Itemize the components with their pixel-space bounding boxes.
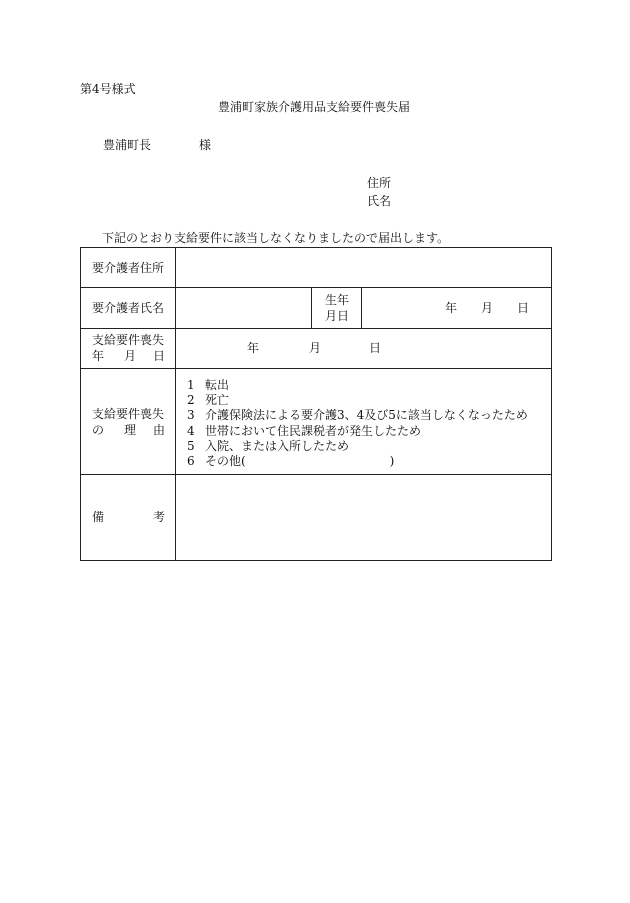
reason-item[interactable] (187, 393, 528, 408)
reason-number: 2 (187, 393, 195, 408)
loss-date-label-year: 年 (92, 349, 105, 363)
birthdate-label-line2: 月日 (325, 309, 350, 323)
document-title: 豊浦町家族介護用品支給要件喪失届 (218, 100, 411, 114)
remarks-field[interactable] (181, 480, 551, 556)
applicant-name-label: 氏名 (367, 194, 392, 208)
care-recipient-address-label: 要介護者住所 (92, 261, 165, 275)
reason-item[interactable] (187, 439, 528, 454)
reason-text: 世帯において住民課税者が発生したため (205, 423, 422, 438)
reason-label-ri: 理 (124, 423, 137, 437)
loss-date-label-day: 日 (153, 349, 166, 363)
care-recipient-name-label: 要介護者氏名 (92, 301, 165, 315)
reason-item[interactable] (187, 378, 528, 393)
column-divider (361, 287, 362, 328)
birth-year-unit: 年 (445, 301, 458, 315)
reason-text: 入院、または入所したため (205, 438, 350, 453)
form-number: 第4号様式 (80, 82, 136, 96)
reason-text: 介護保険法による要介護3、4及び5に該当しなくなったため (205, 408, 528, 423)
reason-item[interactable] (187, 424, 528, 439)
applicant-address-label: 住所 (367, 176, 392, 190)
reason-number: 3 (187, 408, 195, 423)
row-divider (81, 474, 551, 475)
loss-day-unit: 日 (369, 341, 382, 355)
remarks-label-char1: 備 (92, 510, 105, 524)
loss-year-unit: 年 (247, 341, 260, 355)
reason-number: 4 (187, 423, 195, 438)
reason-item[interactable] (187, 454, 528, 469)
form-table (80, 247, 552, 561)
reason-text: 転出 (205, 378, 230, 392)
remarks-label-char2: 考 (153, 510, 166, 524)
reason-number: 1 (187, 378, 195, 392)
row-divider (81, 328, 551, 329)
reason-list (187, 378, 528, 469)
addressee-honorific: 様 (199, 138, 212, 152)
reason-text: その他( ) (205, 454, 395, 469)
birth-month-unit: 月 (481, 301, 494, 315)
reason-number: 5 (187, 438, 195, 453)
reason-label-no: の (92, 423, 105, 437)
column-divider (311, 287, 312, 328)
care-recipient-name-field[interactable] (181, 292, 307, 324)
loss-month-unit: 月 (309, 341, 322, 355)
row-divider (81, 368, 551, 369)
reason-item[interactable] (187, 408, 528, 423)
addressee-name: 豊浦町長 (103, 138, 152, 152)
reason-label-line1: 支給要件喪失 (92, 407, 165, 421)
care-recipient-address-field[interactable] (181, 252, 551, 284)
loss-date-label-month: 月 (124, 349, 137, 363)
reason-text: 死亡 (205, 393, 230, 408)
birthdate-label-line1: 生年 (325, 293, 350, 307)
loss-date-label-line1: 支給要件喪失 (92, 333, 165, 347)
row-divider (81, 287, 551, 288)
column-divider (175, 248, 176, 560)
reason-number: 6 (187, 454, 195, 469)
intro-text: 下記のとおり支給要件に該当しなくなりましたので届出します。 (102, 231, 450, 245)
birth-day-unit: 日 (517, 301, 530, 315)
reason-label-yu: 由 (153, 423, 166, 437)
